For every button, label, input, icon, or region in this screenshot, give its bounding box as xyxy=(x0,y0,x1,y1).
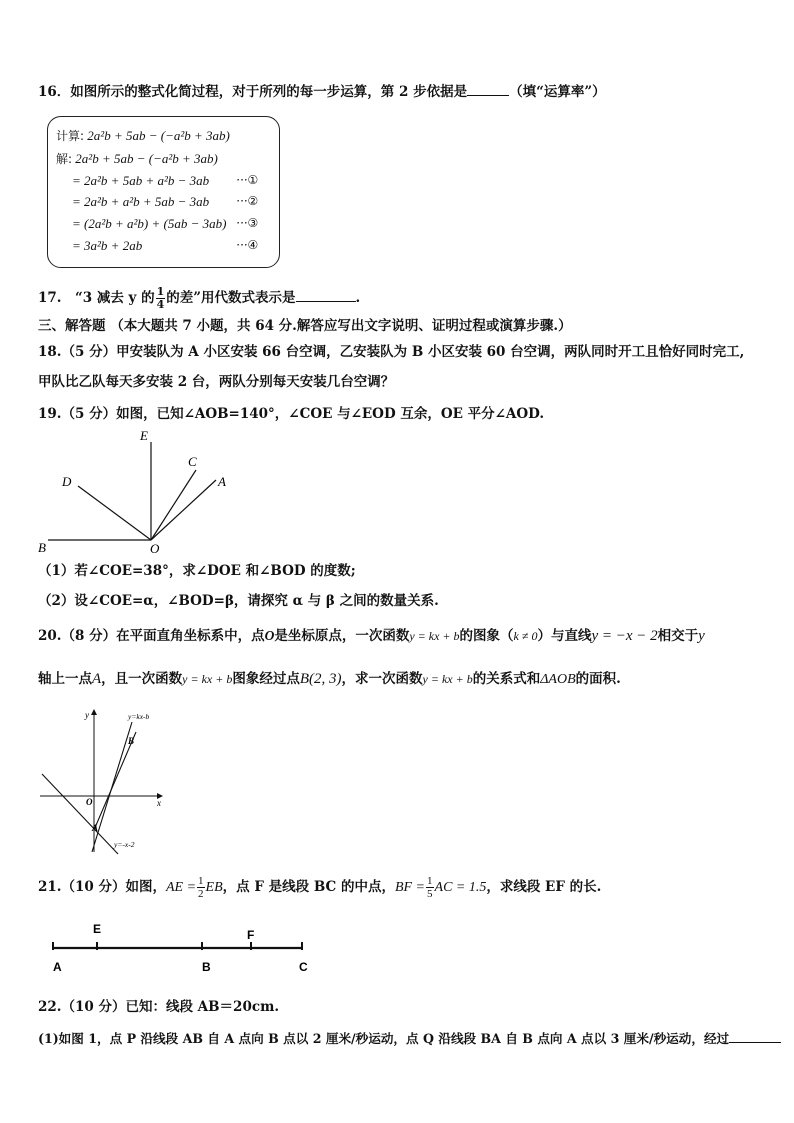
q20-text: 轴上一点 xyxy=(38,671,92,687)
fraction-denominator: 4 xyxy=(156,298,165,311)
fraction-denominator: 2 xyxy=(198,888,204,900)
step-1 xyxy=(72,173,282,189)
q20-text: 的图象（ xyxy=(459,628,514,644)
ray-OD xyxy=(78,486,151,540)
step-expression: = 2a²b + a²b + 5ab − 3ab xyxy=(72,194,210,209)
q20-text: 相交于 xyxy=(657,628,699,644)
q20-text: 20.（8 分）在平面直角坐标系中，点 xyxy=(38,628,265,644)
q20-point-B: B(2, 3) xyxy=(299,671,342,687)
q17-prefix: 17. “3 减去 y 的 xyxy=(38,290,155,306)
q20-line-2 xyxy=(38,670,621,689)
label-E: E xyxy=(140,428,148,443)
q21-AC: AC = 1.5 xyxy=(434,880,487,895)
q16-calculation-box xyxy=(47,116,280,268)
step-2 xyxy=(72,194,282,210)
q20-text: 的面积. xyxy=(575,671,621,687)
line-y-kx-b-extended xyxy=(94,732,136,830)
label-O: O xyxy=(86,797,93,807)
q16-question xyxy=(38,83,606,101)
q21-text: ，求线段 EF 的长. xyxy=(486,879,602,895)
label-C: C xyxy=(299,960,308,974)
step-marker: ···③ xyxy=(236,216,259,230)
q21-EB: EB xyxy=(205,880,223,895)
fraction-numerator: 1 xyxy=(156,285,165,298)
q20-function-1: y = kx + b xyxy=(422,672,473,686)
q20-triangle: ΔAOB xyxy=(540,672,576,687)
q19-angle-figure xyxy=(30,424,250,560)
q20-point-A: A xyxy=(92,671,102,687)
q17-answer-blank[interactable] xyxy=(296,301,356,302)
label-A: A xyxy=(92,823,99,833)
q18-line-2: 甲队比乙队每天多安装 2 台，两队分别每天安装几台空调？ xyxy=(38,374,395,390)
calc-line xyxy=(56,127,230,144)
label-O: O xyxy=(150,541,160,556)
label-B: B xyxy=(128,736,135,746)
q20-condition: k ≠ 0 xyxy=(513,629,538,643)
q20-function-1: y = kx + b xyxy=(182,672,233,686)
fraction-denominator: 5 xyxy=(427,888,433,900)
q20-text: ，且一次函数 xyxy=(101,671,183,687)
section-3-heading: 三、解答题 （本大题共 7 小题，共 64 分.解答应写出文字说明、证明过程或演算步骤.） xyxy=(38,318,572,334)
label-A: A xyxy=(53,960,62,974)
q16-text: 16．如图所示的整式化简过程，对于所列的每一步运算，第 2 步依据是 xyxy=(38,84,468,100)
step-4 xyxy=(72,238,282,254)
q21-question xyxy=(38,872,601,903)
label-B: B xyxy=(38,540,46,555)
step-marker: ···④ xyxy=(236,238,259,252)
q20-text: ，求一次函数 xyxy=(341,671,423,687)
q21-AE: AE = xyxy=(165,880,197,895)
q17-suffix: 的差”用代数式表示是 xyxy=(166,290,296,306)
q21-BF: BF = xyxy=(394,880,426,895)
q20-text: 图象经过点 xyxy=(232,671,300,687)
q22-line-1: 22.（10 分）已知：线段 AB＝20cm. xyxy=(38,999,280,1015)
label-x: x xyxy=(157,798,161,808)
q17-fraction xyxy=(156,286,166,311)
q20-coordinate-figure xyxy=(36,704,176,856)
q22-line-2 xyxy=(38,1030,781,1048)
q19-sub-2: （2）设∠COE=α，∠BOD=β，请探究 α 与 β 之间的数量关系. xyxy=(38,593,439,609)
label-y: y xyxy=(85,710,89,720)
q22-answer-blank[interactable] xyxy=(729,1042,781,1043)
fraction-numerator: 1 xyxy=(198,875,204,887)
step-3 xyxy=(72,216,282,232)
q20-function-1: y = kx + b xyxy=(409,629,460,643)
q21-fraction-2 xyxy=(426,875,434,900)
label-B: B xyxy=(202,960,211,974)
step-expression: = (2a²b + a²b) + (5ab − 3ab) xyxy=(72,216,227,231)
calc-expression: 2a²b + 5ab − (−a²b + 3ab) xyxy=(87,128,230,143)
q20-line-1 xyxy=(38,627,705,645)
label-E: E xyxy=(93,922,102,936)
q17-question xyxy=(38,284,360,312)
label-A: A xyxy=(218,474,226,489)
solution-expression: 2a²b + 5ab − (−a²b + 3ab) xyxy=(75,151,218,166)
q20-function-2: y = −x − 2 xyxy=(591,628,658,644)
q17-end: . xyxy=(355,290,361,306)
step-expression: = 2a²b + 5ab + a²b − 3ab xyxy=(72,173,210,188)
q16-answer-blank[interactable] xyxy=(467,95,509,96)
label-F: F xyxy=(247,928,255,942)
label-line-2: y=-x-2 xyxy=(114,840,135,849)
calc-label: 计算: xyxy=(56,129,85,143)
label-C: C xyxy=(188,454,197,469)
q21-segment-figure xyxy=(44,918,324,982)
solution-line xyxy=(56,150,218,167)
q22-text: (1)如图 1，点 P 沿线段 AB 自 A 点向 B 点以 2 厘米/秒运动，点 Q 沿线段 BA 自 B 点向 A 点以 3 厘米/秒运动，经过 xyxy=(38,1031,730,1046)
q21-fraction-1 xyxy=(197,875,205,900)
q20-point-O: O xyxy=(264,628,275,643)
q19-line-1: 19.（5 分）如图，已知∠AOB=140°，∠COE 与∠EOD 互余，OE 平分∠AOD. xyxy=(38,406,545,422)
step-expression: = 3a²b + 2ab xyxy=(72,238,143,253)
fraction-numerator: 1 xyxy=(427,875,433,887)
q20-text: 是坐标原点，一次函数 xyxy=(274,628,410,644)
q20-text: 的关系式和 xyxy=(472,671,541,687)
q18-line-1: 18.（5 分）甲安装队为 A 小区安装 66 台空调，乙安装队为 B 小区安装 60 台空调，两队同时开工且恰好同时完工, xyxy=(38,344,745,360)
q19-sub-1: （1）若∠COE=38°，求∠DOE 和∠BOD 的度数; xyxy=(38,563,356,579)
step-marker: ···① xyxy=(236,173,259,187)
label-line-1: y=kx-b xyxy=(128,712,150,721)
step-marker: ···② xyxy=(236,194,259,208)
q20-text: ）与直线 xyxy=(537,628,592,644)
q16-suffix: （填“运算率”） xyxy=(509,84,606,100)
q21-text: 21.（10 分）如图， xyxy=(38,879,166,895)
q20-y: y xyxy=(698,628,705,644)
line-neg-x-2 xyxy=(42,774,118,854)
label-D: D xyxy=(62,474,72,489)
solution-label: 解: xyxy=(56,152,73,166)
q21-text: ，点 F 是线段 BC 的中点， xyxy=(222,879,395,895)
